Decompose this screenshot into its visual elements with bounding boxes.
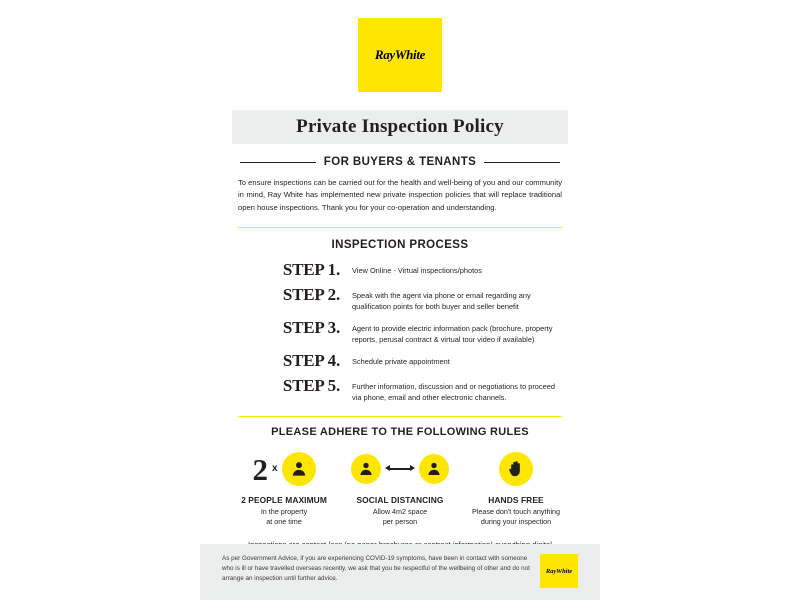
rule-subtitle: Please don't touch anything during your inspection	[471, 507, 561, 527]
step-text: View Online - Virtual inspections/photos	[352, 265, 482, 275]
footer-logo-text: RayWhite	[545, 567, 573, 575]
inspection-process-heading: INSPECTION PROCESS	[331, 238, 469, 251]
step-text: Speak with the agent via phone or email regarding any qualification points for both buyer and seller benefit	[352, 290, 531, 311]
step-label: STEP 4.	[282, 351, 340, 371]
social-distancing-art	[342, 448, 458, 490]
step-text: Schedule private appointment	[352, 357, 450, 367]
rule-title: 2 PEOPLE MAXIMUM	[241, 495, 327, 506]
logo-text: RayWhite	[374, 47, 426, 62]
step-label: STEP 2.	[282, 284, 340, 304]
step-row	[234, 261, 566, 279]
subtitle-rule-left	[240, 162, 316, 163]
rule-social-distancing	[342, 448, 458, 527]
person-icon	[282, 452, 316, 486]
step-label: STEP 5.	[282, 376, 340, 396]
step-label: STEP 1.	[282, 259, 340, 279]
step-text: Agent to provide electric information pack (brochure, property reports, perusal contract & virtual tour video if available)	[352, 323, 553, 345]
rule-subtitle: In the property at one time	[260, 507, 308, 527]
title-bar	[232, 110, 568, 144]
max-count: 2	[252, 451, 268, 487]
rule-subtitle: Allow 4m2 space per person	[372, 507, 428, 527]
subtitle-rule-right	[484, 162, 560, 163]
rule-hands-free	[458, 448, 574, 527]
rule-title: SOCIAL DISTANCING	[356, 495, 444, 506]
step-row	[234, 286, 566, 312]
ray-white-logo	[358, 18, 442, 92]
step-row	[234, 319, 566, 345]
subtitle-row	[240, 156, 560, 168]
divider-yellow-top	[238, 227, 562, 228]
rules-row	[226, 448, 574, 527]
person-icon	[351, 454, 381, 484]
intro-paragraph: To ensure inspections can be carried out for the health and well-being of you and our community in mind, Ray White has implemented new private inspection policies that will replace traditional open house inspections. Thank you for your co-operation and understanding.	[238, 178, 562, 212]
multiplier-symbol: x	[271, 462, 278, 474]
step-text: Further information, discussion and or negotiations to proceed via phone, email and other electronic channels.	[352, 382, 555, 403]
steps-list	[234, 261, 566, 403]
rule-title: HANDS FREE	[488, 495, 544, 506]
flyer-sheet	[200, 0, 600, 600]
footer-ray-white-logo	[540, 554, 578, 588]
page-title: Private Inspection Policy	[296, 116, 504, 137]
person-icon	[419, 454, 449, 484]
footer-bar	[200, 544, 600, 600]
page-subtitle: FOR BUYERS & TENANTS	[323, 156, 477, 168]
rules-heading: PLEASE ADHERE TO THE FOLLOWING RULES	[271, 426, 529, 439]
step-row	[234, 352, 566, 370]
step-row	[234, 377, 566, 403]
rule-two-people	[226, 448, 342, 527]
hand-icon	[499, 452, 533, 486]
distance-arrow-icon	[385, 463, 415, 475]
divider-yellow-bottom	[238, 416, 562, 417]
brand-logo-container	[200, 0, 600, 92]
footer-disclaimer: As per Government Advice, if you are experiencing COVID-19 symptoms, have been in contact with someone who is ill or have travelled overseas recently, we ask that you be respectful of the wellbeing of other and do not arrange an inspection until further advice.	[222, 555, 530, 583]
two-people-art	[226, 448, 342, 490]
step-label: STEP 3.	[282, 317, 340, 337]
hands-free-art	[458, 448, 574, 490]
